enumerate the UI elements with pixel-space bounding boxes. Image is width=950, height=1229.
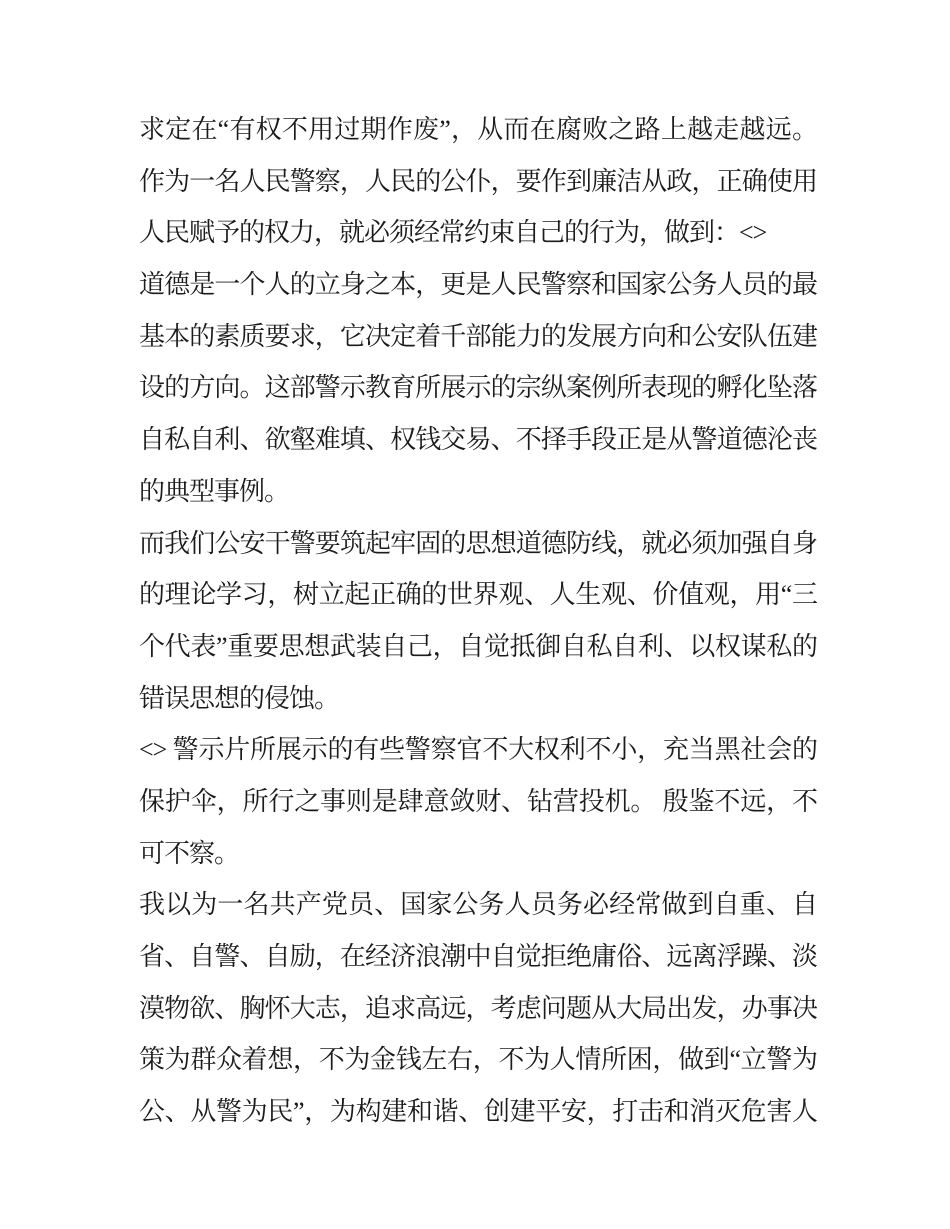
text-line: 个代表”重要思想武装自己，自觉抵御自私自利、以权谋私的 (139, 631, 817, 661)
text-line: 省、自警、自励，在经济浪潮中自觉拒绝庸俗、远离浮躁、淡 (139, 942, 817, 971)
text-line: <> 警示片所展示的有些警察官不大权利不小，充当黑社会的 (139, 735, 817, 765)
text-line: 可不察。 (139, 838, 240, 868)
text-line: 的理论学习，树立起正确的世界观、人生观、价值观，用“三 (139, 580, 817, 610)
text-line: 公、从警为民”，为构建和谐、创建平安，打击和消灭危害人 (139, 1097, 817, 1127)
text-line: 作为一名人民警察，人民的公仆，要作到廉洁从政，正确使用 (139, 166, 817, 196)
text-line: 求定在“有权不用过期作废”，从而在腐败之路上越走越远。 (139, 115, 817, 144)
text-line: 保护伞，所行之事则是肆意敛财、钻营投机。 殷鉴不远，不 (139, 786, 817, 816)
text-line: 人民赋予的权力，就必须经常约束自己的行为，做到：<> (139, 218, 767, 248)
text-line: 基本的素质要求，它决定着千部能力的发展方向和公安队伍建 (139, 321, 817, 351)
text-line: 自私自利、欲壑难填、权钱交易、不择手段正是从警道德沦丧 (139, 425, 817, 455)
text-line: 而我们公安干警要筑起牢固的思想道德防线，就必须加强自身 (139, 528, 817, 558)
text-line: 设的方向。这部警示教育所展示的宗纵案例所表现的孵化坠落 (139, 373, 817, 403)
text-line: 漠物欲、胸怀大志，追求高远，考虑问题从大局出发，办事决 (139, 993, 817, 1023)
text-line: 我以为一名共产党员、国家公务人员务必经常做到自重、自 (139, 890, 817, 920)
text-line: 道德是一个人的立身之本，更是人民警察和国家公务人员的最 (139, 270, 817, 300)
text-line: 策为群众着想，不为金钱左右，不为人情所困，做到“立警为 (139, 1045, 817, 1075)
text-line: 错误思想的侵蚀。 (139, 683, 340, 713)
text-line: 的典型事例。 (139, 476, 290, 506)
